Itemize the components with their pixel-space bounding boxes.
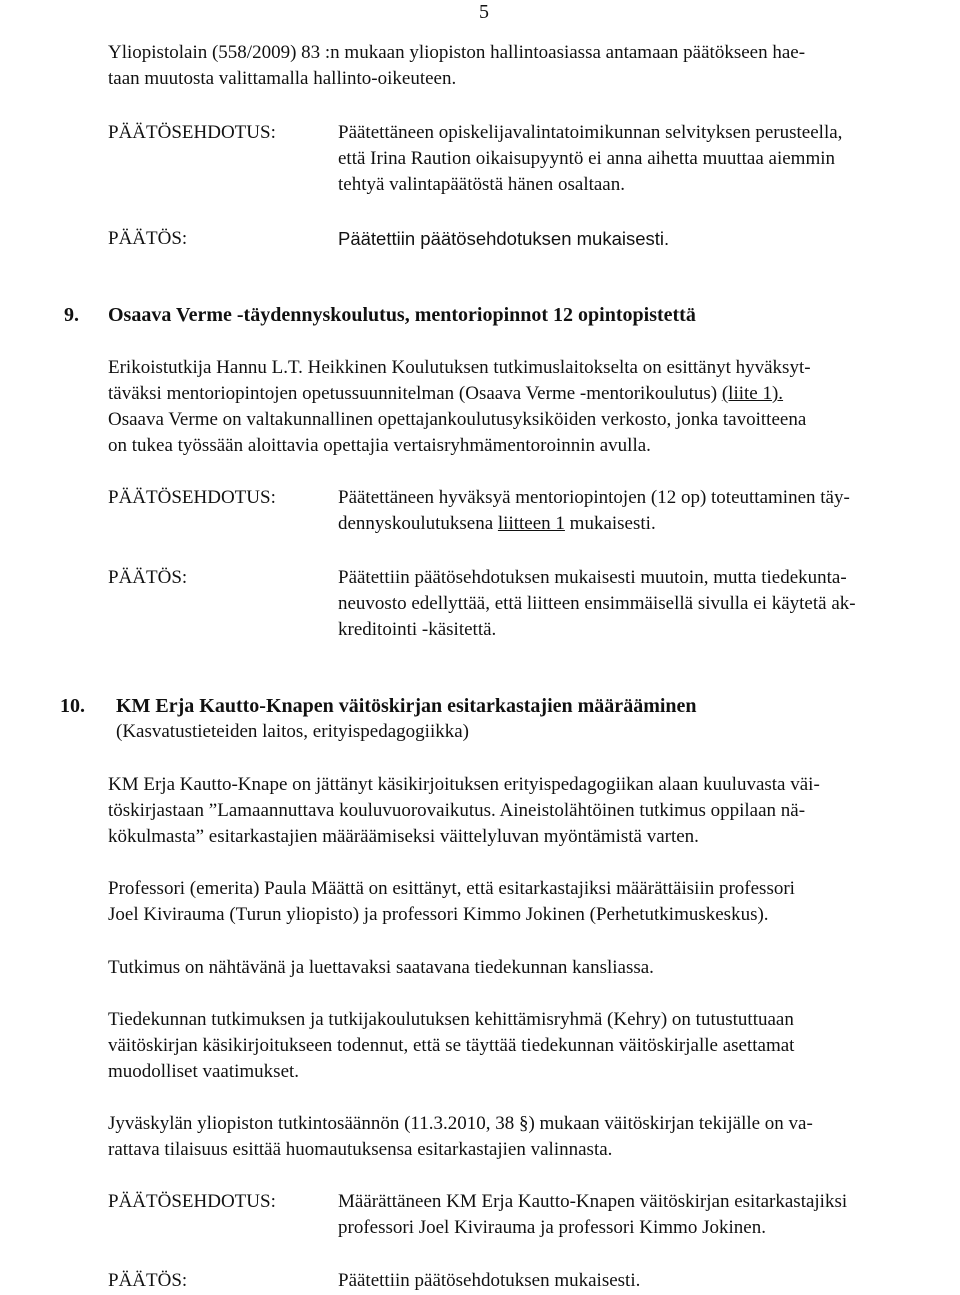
section-heading xyxy=(64,302,696,328)
section-paragraph xyxy=(108,1007,948,1085)
text-line: kreditointi -käsitettä. xyxy=(338,619,497,640)
text-line: neuvosto edellyttää, että liitteen ensimmäisellä sivulla ei käytetä ak- xyxy=(338,593,856,614)
section-title: KM Erja Kautto-Knapen väitöskirjan esitarkastajien määrääminen xyxy=(116,695,697,717)
attachment-link[interactable]: liitteen 1 xyxy=(497,513,565,534)
section-paragraph xyxy=(108,876,948,928)
text-line: taan muutosta valittamalla hallinto-oikeuteen. xyxy=(108,68,457,89)
text-line: väitöskirjan käsikirjoitukseen todennut, että se täyttää tiedekunnan väitöskirjalle asettamat xyxy=(108,1035,795,1056)
section-title: Osaava Verme -täydennyskoulutus, mentoriopinnot 12 opintopistettä xyxy=(108,304,696,326)
proposal-label: PÄÄTÖSEHDOTUS: xyxy=(108,122,276,143)
text-line: Päätettäneen hyväksyä mentoriopintojen (12 op) toteuttaminen täy- xyxy=(338,487,850,508)
intro-paragraph xyxy=(108,40,948,92)
decision-label: PÄÄTÖS: xyxy=(108,567,188,588)
text-line: Erikoistutkija Hannu L.T. Heikkinen Koulutuksen tutkimuslaitokselta on esittänyt hyväksyt- xyxy=(108,357,811,378)
proposal-label: PÄÄTÖSEHDOTUS: xyxy=(108,487,276,508)
text-line: rattava tilaisuus esittää huomautuksensa esitarkastajien valinnasta. xyxy=(108,1139,613,1160)
section-subtitle: (Kasvatustieteiden laitos, erityispedagogiikka) xyxy=(116,721,469,742)
section-paragraph xyxy=(108,1111,948,1163)
decision-label: PÄÄTÖS: xyxy=(108,1270,188,1291)
attachment-link[interactable]: (liite 1). xyxy=(721,383,784,404)
section-number: 10. xyxy=(60,695,85,717)
text-line: töskirjastaan ”Lamaannuttava kouluvuorovaikutus. Aineistolähtöinen tutkimus oppilaan nä- xyxy=(108,800,806,821)
decision-label: PÄÄTÖS: xyxy=(108,228,188,249)
text-line: on tukea työssään aloittavia opettajia vertaisryhmämentoroinnin avulla. xyxy=(108,435,651,456)
section-paragraph xyxy=(108,355,948,459)
text-line: että Irina Raution oikaisupyyntö ei anna aihetta muuttaa aiemmin xyxy=(338,148,836,169)
text-line: täväksi mentoriopintojen opetussuunnitelman (Osaava Verme -mentorikoulutus) (liite 1). xyxy=(108,383,784,404)
text-line: Tutkimus on nähtävänä ja luettavaksi saatavana tiedekunnan kansliassa. xyxy=(108,957,654,978)
text-line: Päätettiin päätösehdotuksen mukaisesti. xyxy=(338,1270,641,1291)
section-paragraph xyxy=(108,772,948,850)
text-line: Tiedekunnan tutkimuksen ja tutkijakoulutuksen kehittämisryhmä (Kehry) on tutustuttuaan xyxy=(108,1009,794,1030)
text-line: professori Joel Kivirauma ja professori Kimmo Jokinen. xyxy=(338,1217,766,1238)
text-line: dennyskoulutuksena liitteen 1 mukaisesti. xyxy=(338,513,656,534)
text-line: KM Erja Kautto-Knape on jättänyt käsikirjoituksen erityispedagogiikan alaan kuuluvasta väi- xyxy=(108,774,820,795)
text-line: muodolliset vaatimukset. xyxy=(108,1061,300,1082)
proposal-label: PÄÄTÖSEHDOTUS: xyxy=(108,1191,276,1212)
section-paragraph xyxy=(108,955,948,981)
text-line: Joel Kivirauma (Turun yliopisto) ja professori Kimmo Jokinen (Perhetutkimuskeskus). xyxy=(108,904,769,925)
section-heading xyxy=(60,693,697,719)
section-number: 9. xyxy=(64,304,79,326)
page-number: 5 xyxy=(479,1,489,23)
text-line: Määrättäneen KM Erja Kautto-Knapen väitöskirjan esitarkastajiksi xyxy=(338,1191,848,1212)
text-line: Päätettiin päätösehdotuksen mukaisesti muutoin, mutta tiedekunta- xyxy=(338,567,847,588)
text-line: kökulmasta” esitarkastajien määräämiseksi väittelyluvan myöntämistä varten. xyxy=(108,826,699,847)
text-line: Osaava Verme on valtakunnallinen opettajankoulutusyksiköiden verkosto, jonka tavoitteena xyxy=(108,409,807,430)
text-line: Päätettiin päätösehdotuksen mukaisesti. xyxy=(338,228,670,249)
text-line: Päätettäneen opiskelijavalintatoimikunnan selvityksen perusteella, xyxy=(338,122,843,143)
text-line: Jyväskylän yliopiston tutkintosäännön (11.3.2010, 38 §) mukaan väitöskirjan tekijälle on va- xyxy=(108,1113,813,1134)
text-line: tehtyä valintapäätöstä hänen osaltaan. xyxy=(338,174,625,195)
text-line: Professori (emerita) Paula Määttä on esittänyt, että esitarkastajiksi määrättäisiin professori xyxy=(108,878,795,899)
text-line: Yliopistolain (558/2009) 83 :n mukaan yliopiston hallintoasiassa antamaan päätökseen hae- xyxy=(108,42,806,63)
